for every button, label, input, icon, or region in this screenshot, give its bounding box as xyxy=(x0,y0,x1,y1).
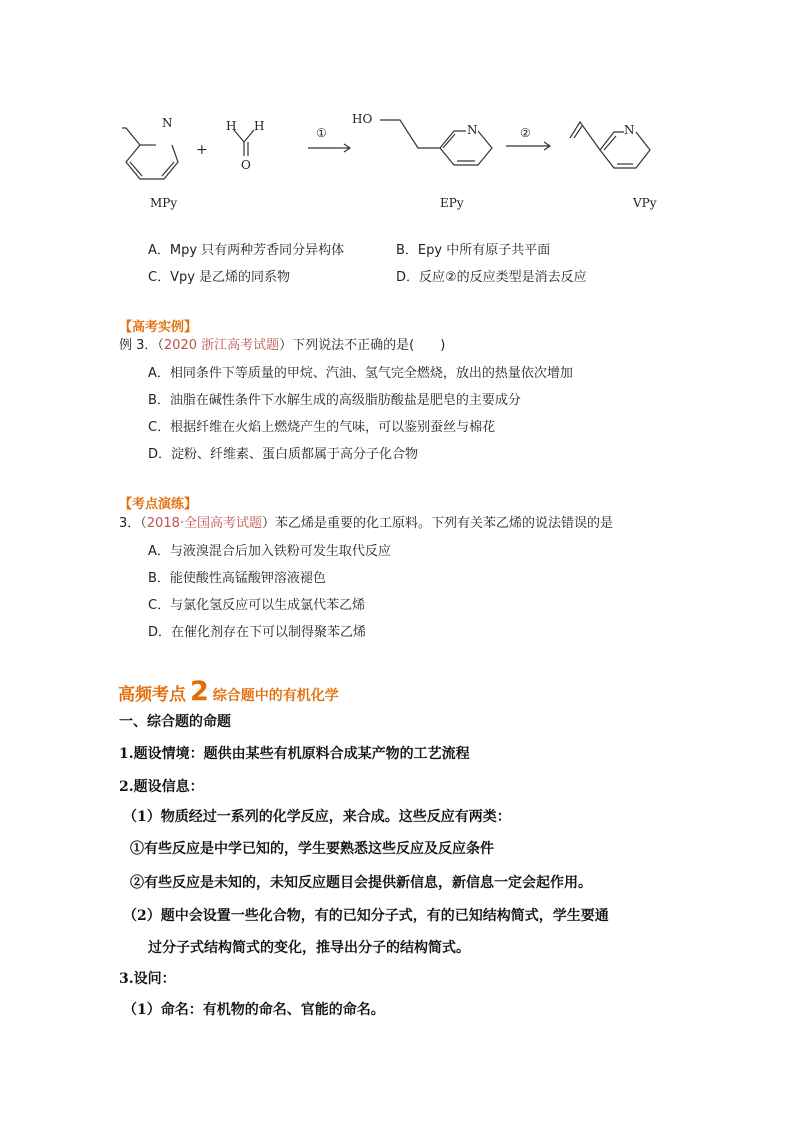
mpy-ring xyxy=(126,145,178,179)
scheme-option-d: D．反应②的反应类型是消去反应 xyxy=(396,270,587,285)
content-line-10: （1）命名：有机物的命名、官能的命名。 xyxy=(123,1002,385,1018)
practice-option-c: C．与氯化氢反应可以生成氯代苯乙烯 xyxy=(148,598,366,613)
example-option-c: C．根据纤维在火焰上燃烧产生的气味，可以鉴别蚕丝与棉花 xyxy=(148,420,496,435)
scheme-option-c: C．Vpy 是乙烯的同系物 xyxy=(148,270,291,285)
practice-stem: ）苯乙烯是重要的化工原料。下列有关苯乙烯的说法错误的是 xyxy=(262,516,614,531)
content-line-7: （2）题中会设置一些化合物，有的已知分子式，有的已知结构简式，学生要通 xyxy=(123,908,609,924)
example-prefix: 例 3．（ xyxy=(119,338,164,353)
step-2-label: ② xyxy=(520,126,531,140)
topic-heading-title: 综合题中的有机化学 xyxy=(212,688,339,704)
content-line-2: 1.题设情境：题供由某些有机原料合成某产物的工艺流程 xyxy=(119,746,470,762)
formaldehyde-o: O xyxy=(241,158,251,172)
scheme-option-b: B．Epy 中所有原子共平面 xyxy=(396,243,551,258)
content-line-3: 2.题设信息： xyxy=(119,779,204,795)
reaction-scheme xyxy=(100,90,700,220)
content-line-6: ②有些反应是未知的，未知反应题目会提供新信息，新信息一定会起作用。 xyxy=(130,875,592,891)
practice-section-title: 【考点演练】 xyxy=(119,497,198,512)
practice-option-d: D．在催化剂存在下可以制得聚苯乙烯 xyxy=(148,625,367,640)
vpy-ring xyxy=(600,132,650,168)
epy-ho-group: HO xyxy=(352,112,373,126)
mpy-label: MPy xyxy=(150,196,178,210)
reaction-scheme-drawing xyxy=(100,90,700,220)
topic-heading-prefix: 高频考点 xyxy=(118,685,186,705)
epy-n-atom: N xyxy=(467,123,478,137)
topic-heading xyxy=(118,676,339,707)
example-question xyxy=(119,334,445,353)
epy-label: EPy xyxy=(440,196,464,210)
example-source: 2020 浙江高考试题 xyxy=(163,338,280,353)
practice-source: 2018·全国高考试题 xyxy=(146,516,262,531)
practice-prefix: 3．（ xyxy=(119,516,147,531)
formaldehyde-bonds xyxy=(234,130,254,156)
step-1-label: ① xyxy=(316,126,327,140)
scheme-option-a: A．Mpy 只有两种芳香同分异构体 xyxy=(148,243,345,258)
practice-option-b: B．能使酸性高锰酸钾溶液褪色 xyxy=(148,571,326,586)
example-option-b: B．油脂在碱性条件下水解生成的高级脂肪酸盐是肥皂的主要成分 xyxy=(148,393,521,408)
formaldehyde-h-left: H xyxy=(226,119,237,133)
formaldehyde-h-right: H xyxy=(254,119,265,133)
vpy-label: VPy xyxy=(633,196,657,210)
topic-heading-number: 2 xyxy=(190,676,209,707)
practice-question xyxy=(119,512,613,531)
epy-ring xyxy=(440,131,492,165)
content-line-4: （1）物质经过一系列的化学反应，来合成。这些反应有两类： xyxy=(123,809,511,825)
epy-chain xyxy=(380,120,440,148)
example-section-title: 【高考实例】 xyxy=(119,320,198,335)
practice-option-a: A．与液溴混合后加入铁粉可发生取代反应 xyxy=(148,544,391,559)
content-line-8: 过分子式结构简式的变化，推导出分子的结构简式。 xyxy=(148,940,470,956)
content-line-1: 一、综合题的命题 xyxy=(119,714,231,730)
mpy-methyl xyxy=(122,128,140,145)
plus-sign: + xyxy=(196,142,208,158)
example-option-a: A．相同条件下等质量的甲烷、汽油、氢气完全燃烧，放出的热量依次增加 xyxy=(148,366,573,381)
content-line-5: ①有些反应是中学已知的，学生要熟悉这些反应及反应条件 xyxy=(130,841,494,857)
mpy-n-atom: N xyxy=(162,116,173,130)
arrow-1 xyxy=(308,144,350,152)
content-line-9: 3.设问： xyxy=(119,971,176,987)
arrow-2 xyxy=(506,142,550,150)
example-option-d: D．淀粉、纤维素、蛋白质都属于高分子化合物 xyxy=(148,447,419,462)
vpy-n-atom: N xyxy=(624,123,635,137)
example-stem: ）下列说法不正确的是( ) xyxy=(279,338,446,353)
vpy-vinyl xyxy=(570,122,600,150)
